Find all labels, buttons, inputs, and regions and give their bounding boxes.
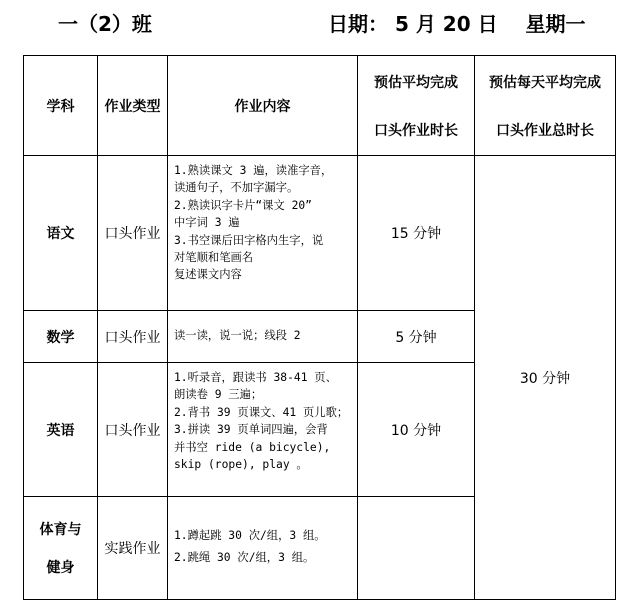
header-subject: 学科 bbox=[24, 56, 98, 156]
header-daily-total bbox=[475, 56, 616, 156]
content-line: skip (rope), play 。 bbox=[174, 458, 308, 472]
header-estimate-line1: 预估平均完成 bbox=[374, 74, 458, 91]
table-header-row bbox=[24, 56, 616, 156]
type-pe: 实践作业 bbox=[98, 497, 168, 600]
subject-chinese: 语文 bbox=[24, 156, 98, 311]
content-line: 3.书空课后田字格内生字，说 bbox=[174, 233, 324, 247]
time-math: 5 分钟 bbox=[358, 311, 475, 363]
date-value: 5 月 20 日 bbox=[394, 12, 498, 36]
type-math: 口头作业 bbox=[98, 311, 168, 363]
content-line: 朗读卷 9 三遍； bbox=[174, 388, 263, 402]
content-chinese bbox=[168, 156, 358, 311]
content-line: 1.熟读课文 3 遍，读准字音， bbox=[174, 164, 333, 177]
subject-pe-line2: 健身 bbox=[46, 560, 75, 576]
type-chinese: 口头作业 bbox=[98, 156, 168, 311]
type-english: 口头作业 bbox=[98, 363, 168, 497]
subject-pe-line1: 体育与 bbox=[39, 522, 82, 538]
header-estimate bbox=[358, 56, 475, 156]
content-line: 3.拼读 39 页单词四遍，会背 bbox=[174, 423, 328, 437]
subject-pe bbox=[24, 497, 98, 600]
weekday: 星期一 bbox=[525, 12, 586, 36]
daily-total: 30 分钟 bbox=[475, 156, 616, 600]
content-pe bbox=[168, 497, 358, 600]
class-name: 一（2）班 bbox=[58, 12, 152, 36]
content-line: 对笔顺和笔画名 bbox=[174, 251, 254, 265]
content-line: 2.跳绳 30 次/组，3 组。 bbox=[174, 551, 315, 564]
header-daily-line1: 预估每天平均完成 bbox=[489, 74, 601, 91]
content-math bbox=[168, 311, 358, 363]
time-english: 10 分钟 bbox=[358, 363, 475, 497]
content-line: 读通句子，不加字漏字。 bbox=[174, 181, 299, 195]
content-line: 读一读，说一说；线段 2 bbox=[174, 328, 301, 342]
content-line: 中字词 3 遍 bbox=[174, 216, 240, 230]
homework-table bbox=[23, 55, 616, 600]
date-line bbox=[328, 8, 586, 37]
content-english bbox=[168, 363, 358, 497]
content-line: 复述课文内容 bbox=[174, 268, 242, 282]
subject-math: 数学 bbox=[24, 311, 98, 363]
content-line: 1.蹲起跳 30 次/组，3 组。 bbox=[174, 529, 326, 542]
content-line: 1.听录音，跟读书 38-41 页、 bbox=[174, 371, 337, 384]
header-daily-line2: 口头作业总时长 bbox=[496, 122, 594, 139]
subject-english: 英语 bbox=[24, 363, 98, 497]
content-line: 2.熟读识字卡片“课文 20” bbox=[174, 198, 312, 212]
date-label: 日期： bbox=[328, 12, 388, 36]
time-chinese: 15 分钟 bbox=[358, 156, 475, 311]
table-row bbox=[24, 156, 616, 311]
header-estimate-line2: 口头作业时长 bbox=[374, 122, 458, 139]
content-line: 并书空 ride (a bicycle), bbox=[174, 440, 331, 454]
content-line: 2.背书 39 页课文、41 页儿歌； bbox=[174, 405, 349, 419]
header-type: 作业类型 bbox=[98, 56, 168, 156]
header-content: 作业内容 bbox=[168, 56, 358, 156]
time-pe bbox=[358, 497, 475, 600]
